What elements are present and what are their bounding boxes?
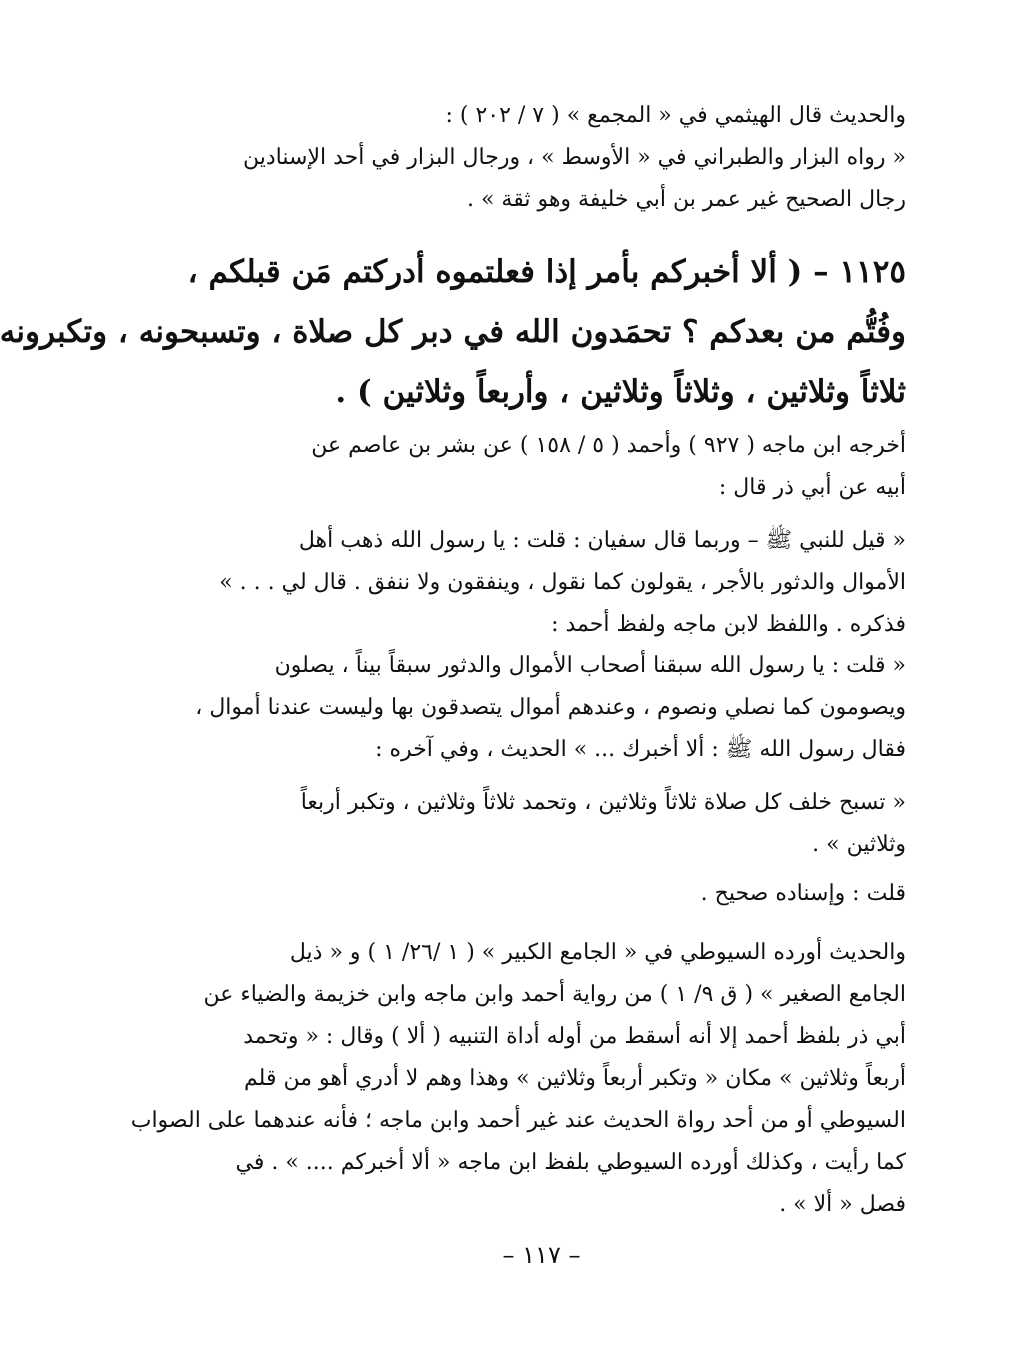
text-line: رجال الصحيح غير عمر بن أبي خليفة وهو ثقة » . (466, 187, 906, 212)
text-line: ويصومون كما نصلي ونصوم ، وعندهم أموال يتصدقون بها وليست عندنا أموال ، (195, 695, 906, 720)
commentary-paragraph (130, 932, 906, 1226)
text-line: « قيل للنبي ﷺ – وربما قال سفيان : قلت : يا رسول الله ذهب أهل (298, 528, 906, 553)
text-line: أخرجه ابن ماجه ( ٩٢٧ ) وأحمد ( ٥ / ١٥٨ ) عن بشر بن عاصم عن (311, 433, 906, 458)
text-line: أبيه عن أبي ذر قال : (718, 475, 906, 500)
text-line: فقال رسول الله ﷺ : ألا أخبرك ... » الحديث ، وفي آخره : (375, 737, 906, 762)
takhrij-paragraph (186, 425, 906, 509)
hadith-text (0, 242, 906, 422)
text-line: الأموال والدثور بالأجر ، يقولون كما نقول ، وينفقون ولا ننفق . قال لي . . . » (219, 570, 906, 595)
text-line: « تسبح خلف كل صلاة ثلاثاً وثلاثين ، وتحمد ثلاثاً وثلاثين ، وتكبر أربعاً (300, 790, 906, 815)
text-line: أربعاً وثلاثين » مكان « وتكبر أربعاً وثلاثين » وهذا وهم لا أدري أهو من قلم (244, 1066, 906, 1091)
text-line: فصل « ألا » . (779, 1192, 906, 1217)
text-line: السيوطي أو من أحد رواة الحديث عند غير أحمد وابن ماجه ؛ فأنه عندهما على الصواب (130, 1108, 906, 1133)
quote-paragraph (186, 782, 906, 866)
text-line: « رواه البزار والطبراني في « الأوسط » ، ورجال البزار في أحد الإسنادين (243, 145, 906, 170)
quote-paragraph (186, 520, 906, 646)
page-number: – ١١٧ – (502, 1241, 581, 1269)
text-line: قلت : وإسناده صحيح . (700, 881, 906, 906)
note-paragraph (186, 873, 906, 915)
text-line: « قلت : يا رسول الله سبقنا أصحاب الأموال والدثور سبقاً بيناً ، يصلون (274, 653, 906, 678)
text-line: أبي ذر بلفظ أحمد إلا أنه أسقط من أوله أداة التنبيه ( ألا ) وقال : « وتحمد (243, 1024, 906, 1049)
text-line: والحديث قال الهيثمي في « المجمع » ( ٧ / ٢٠٢ ) : (445, 103, 906, 128)
text-line: فذكره . واللفظ لابن ماجه ولفظ أحمد : (551, 612, 906, 637)
hadith-line: ثلاثاً وثلاثين ، وثلاثاً وثلاثين ، وأربعاً وثلاثين ) . (335, 374, 906, 410)
hadith-line: وفُتُّم من بعدكم ؟ تحمَدون الله في دبر كل صلاة ، وتسبحونه ، وتكبرونه (0, 314, 906, 350)
text-line: والحديث أورده السيوطي في « الجامع الكبير » ( ١ /٢٦/ ١ ) و « ذيل (289, 940, 906, 965)
quote-paragraph (186, 645, 906, 771)
hadith-line: ١١٢٥ – ( ألا أخبركم بأمر إذا فعلتموه أدركتم مَن قبلكم ، (187, 254, 906, 290)
text-line: كما رأيت ، وكذلك أورده السيوطي بلفظ ابن ماجه « ألا أخبركم .... » . في (235, 1150, 906, 1175)
text-line: الجامع الصغير » ( ق ٩/ ١ ) من رواية أحمد وابن ماجه وابن خزيمة والضياء عن (203, 982, 906, 1007)
text-line: وثلاثين » . (812, 832, 906, 857)
intro-paragraph (186, 95, 906, 221)
